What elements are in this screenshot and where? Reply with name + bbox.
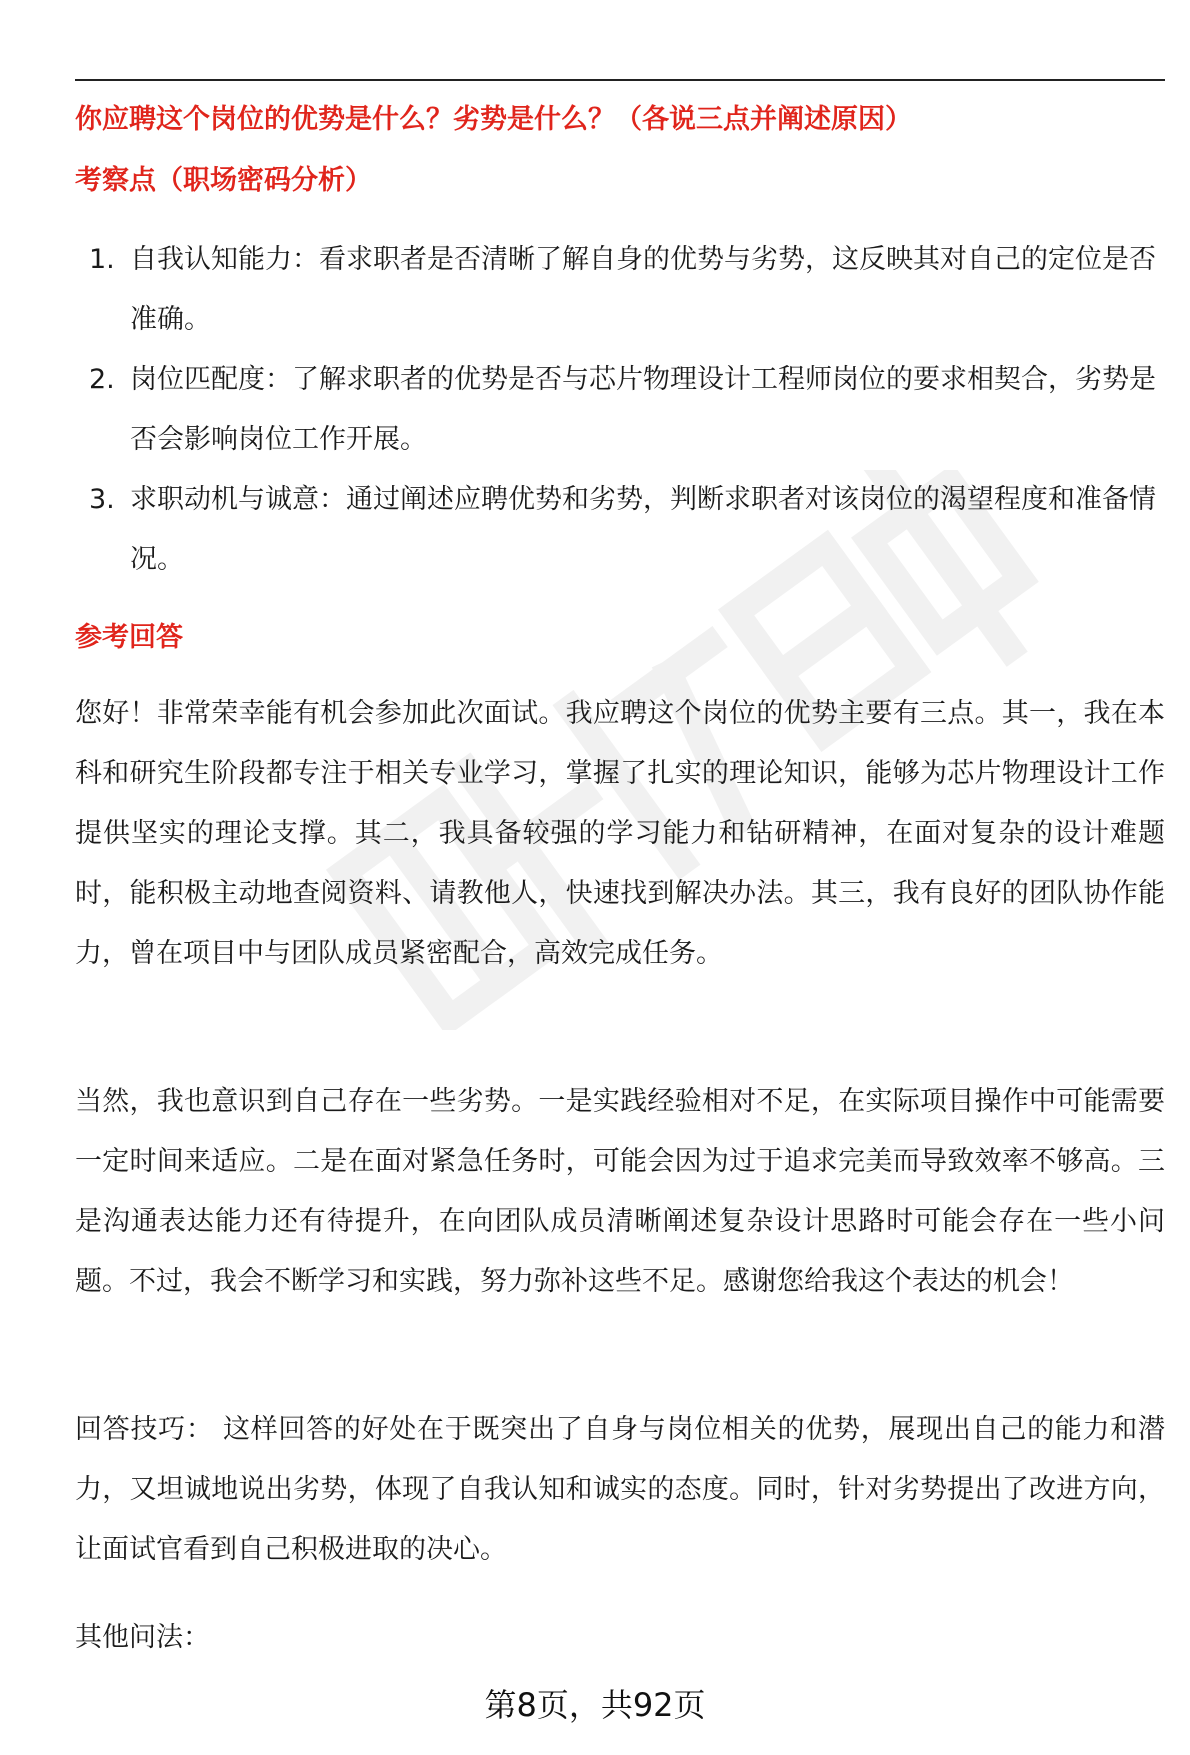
list-item-number: 2. (89, 364, 115, 395)
list-item (75, 470, 1165, 590)
question-title: 你应聘这个岗位的优势是什么？劣势是什么？（各说三点并阐述原因） (75, 104, 912, 135)
answer-tips: 回答技巧： 这样回答的好处在于既突出了自身与岗位相关的优势，展现出自己的能力和潜力，又坦诚地说出劣势，体现了自我认知和诚实的态度。同时，针对劣势提出了改进方向，让面试官看到自己积极进取的决心。 (75, 1414, 1165, 1565)
list-item (75, 230, 1165, 350)
assessment-title: 考察点（职场密码分析） (75, 165, 372, 196)
list-item-text: 求职动机与诚意：通过阐述应聘优势和劣势，判断求职者对该岗位的渴望程度和准备情况。 (130, 484, 1156, 575)
list-item-number: 1. (89, 244, 115, 275)
header-rule (75, 79, 1165, 81)
assessment-list (75, 230, 1165, 590)
list-item-number: 3. (89, 484, 115, 515)
page-number: 第8页，共92页 (484, 1686, 706, 1724)
answer-title: 参考回答 (75, 622, 183, 653)
answer-paragraph-strengths: 您好！非常荣幸能有机会参加此次面试。我应聘这个岗位的优势主要有三点。其一，我在本科和研究生阶段都专注于相关专业学习，掌握了扎实的理论知识，能够为芯片物理设计工作提供坚实的理论支撑。其二，我具备较强的学习能力和钻研精神，在面对复杂的设计难题时，能积极主动地查阅资料、请教他人，快速找到解决办法。其三，我有良好的团队协作能力，曾在项目中与团队成员紧密配合，高效完成任务。 (75, 698, 1165, 969)
list-item (75, 350, 1165, 470)
list-item-text: 自我认知能力：看求职者是否清晰了解自身的优势与劣势，这反映其对自己的定位是否准确。 (130, 244, 1156, 335)
list-item-text: 岗位匹配度：了解求职者的优势是否与芯片物理设计工程师岗位的要求相契合，劣势是否会影响岗位工作开展。 (130, 364, 1156, 455)
other-questions-label: 其他问法： (75, 1622, 210, 1653)
answer-paragraph-weaknesses: 当然，我也意识到自己存在一些劣势。一是实践经验相对不足，在实际项目操作中可能需要一定时间来适应。二是在面对紧急任务时，可能会因为过于追求完美而导致效率不够高。三是沟通表达能力还有待提升，在向团队成员清晰阐述复杂设计思路时可能会存在一些小问题。不过，我会不断学习和实践，努力弥补这些不足。感谢您给我这个表达的机会！ (75, 1086, 1165, 1297)
